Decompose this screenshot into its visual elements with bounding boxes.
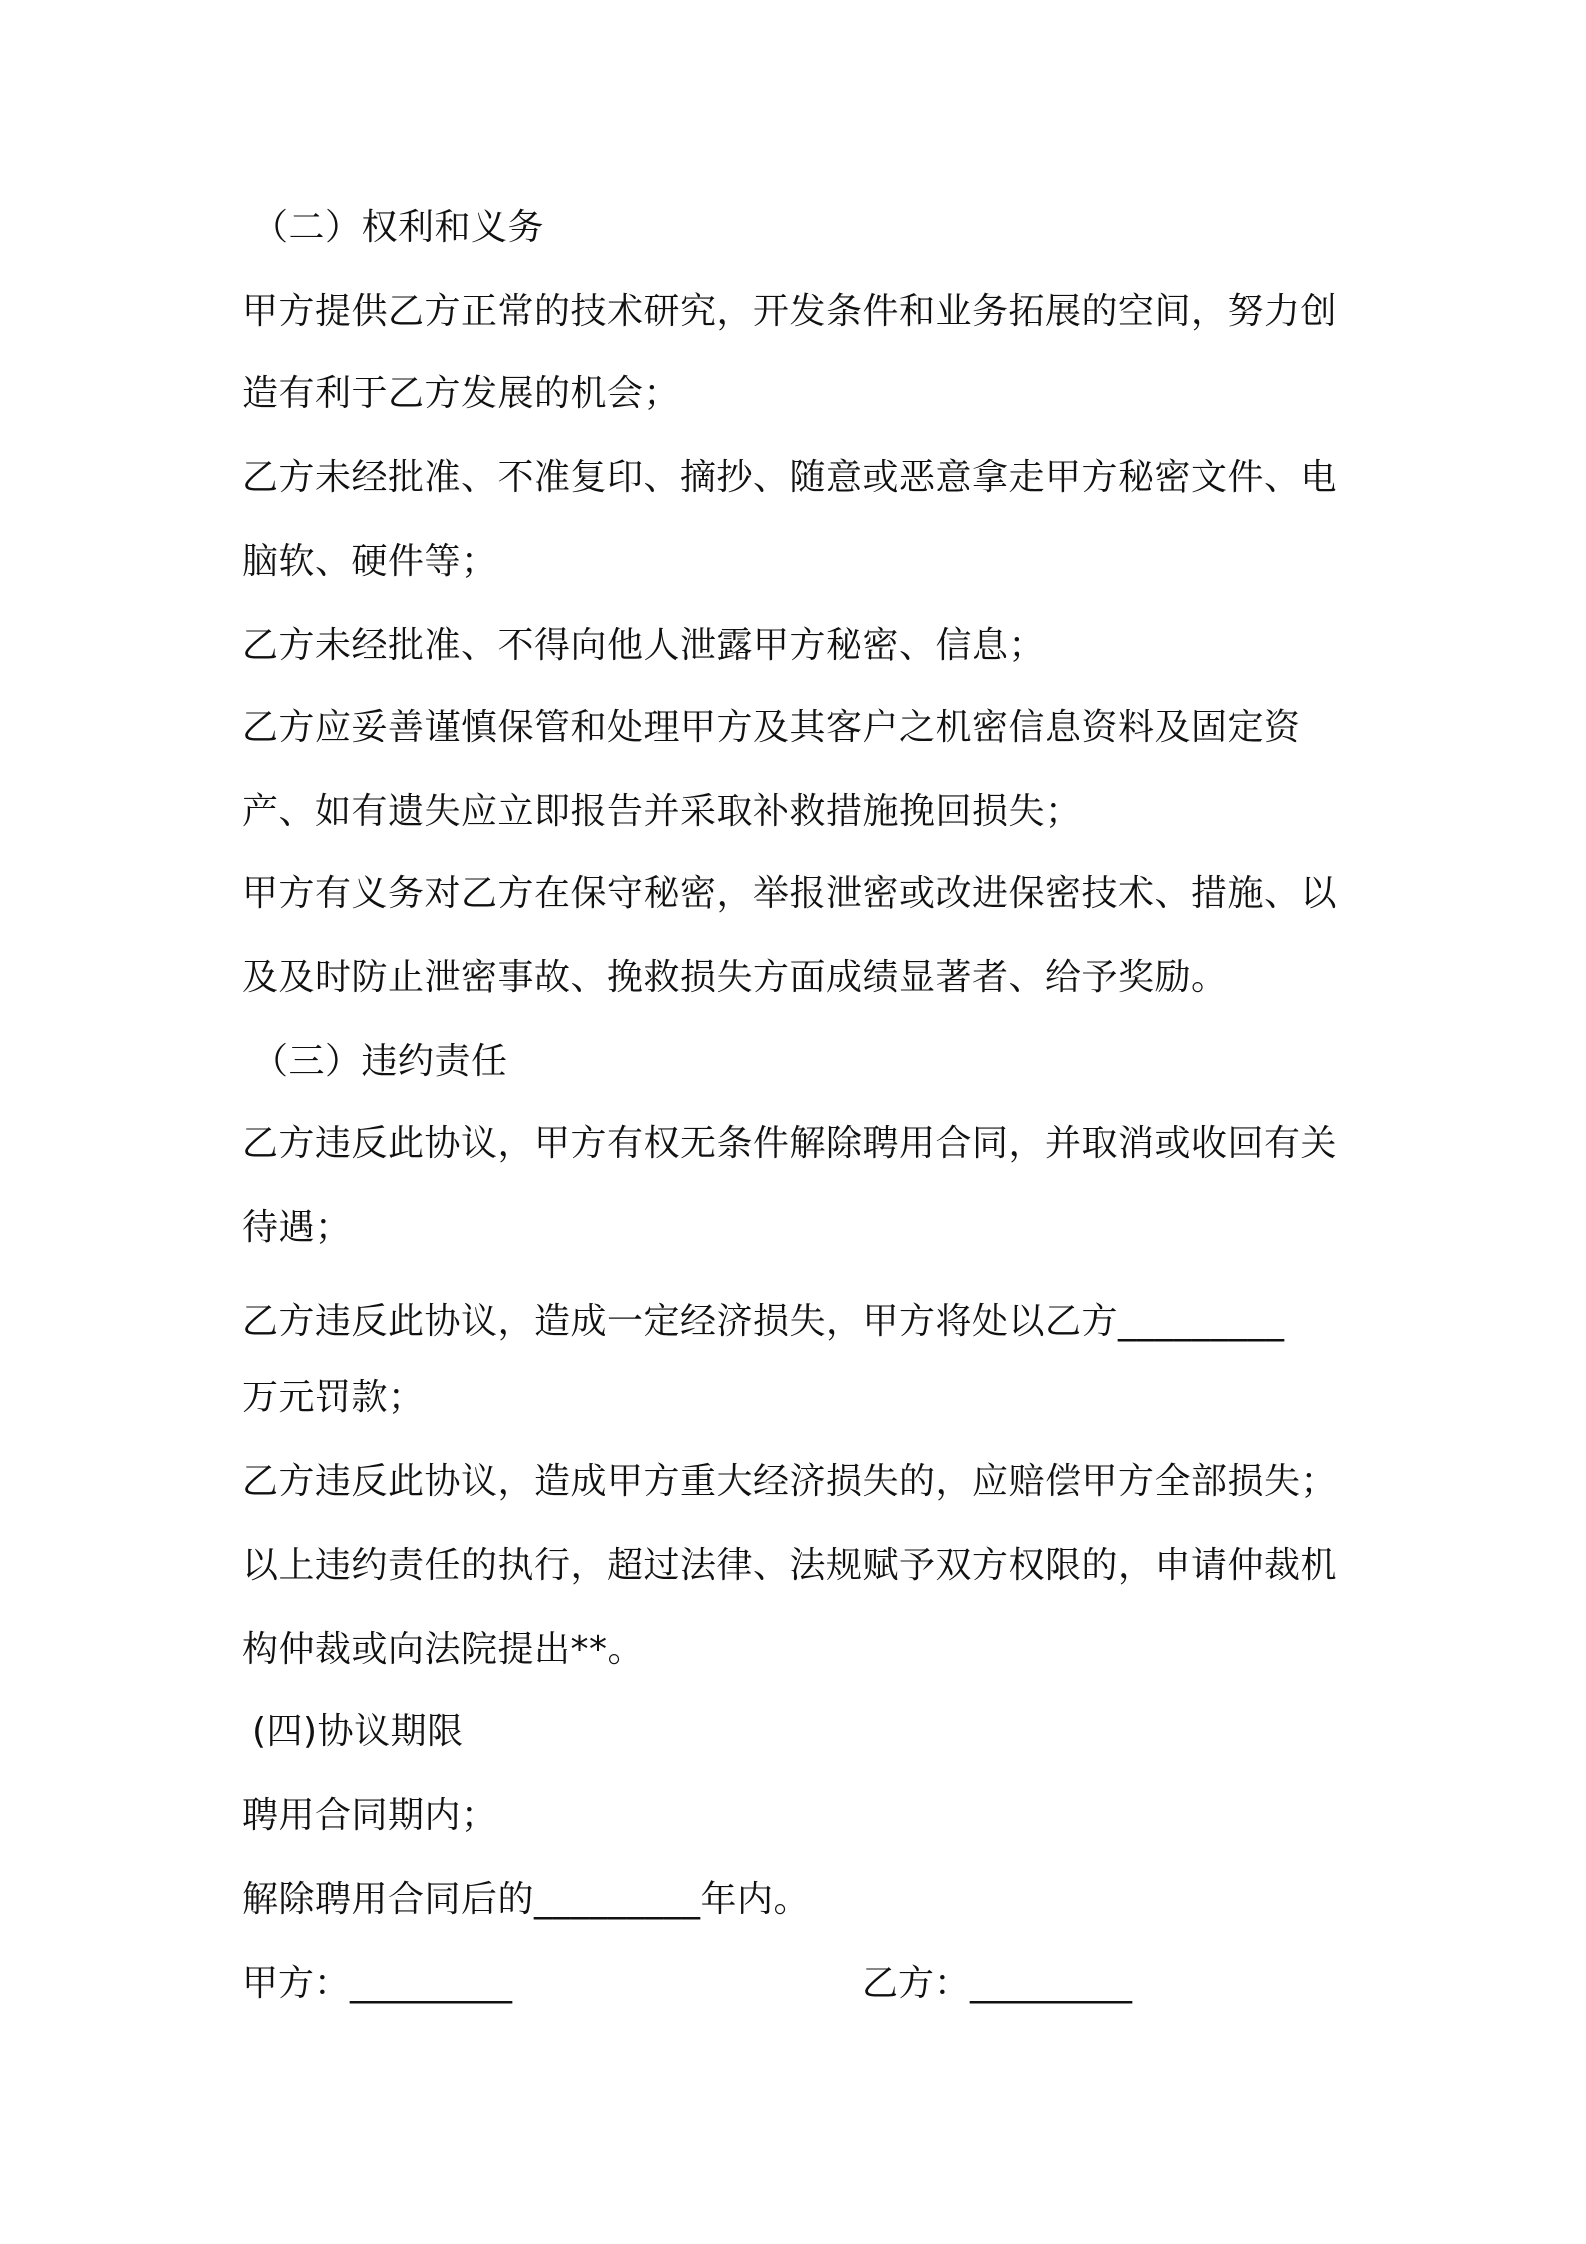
- section-2-heading: （二）权利和义务: [252, 207, 545, 248]
- section-2-line-6: 乙方应妥善谨慎保管和处理甲方及其客户之机密信息资料及固定资: [242, 707, 1301, 748]
- section-3-line-5: 乙方违反此协议，造成甲方重大经济损失的，应赔偿甲方全部损失；: [242, 1461, 1338, 1502]
- section-2-line-5: 乙方未经批准、不得向他人泄露甲方秘密、信息；: [242, 625, 1046, 666]
- section-3-line-3: 乙方违反此协议，造成一定经济损失，甲方将处以乙方_________: [242, 1301, 1285, 1342]
- section-3-line-4: 万元罚款；: [242, 1377, 425, 1418]
- section-2-line-3: 乙方未经批准、不准复印、摘抄、随意或恶意拿走甲方秘密文件、电: [242, 457, 1338, 498]
- section-2-line-9: 及及时防止泄密事故、挽救损失方面成绩显著者、给予奖励。: [242, 957, 1228, 998]
- section-4-heading: (四)协议期限: [252, 1711, 464, 1752]
- section-2-line-7: 产、如有遗失应立即报告并采取补救措施挽回损失；: [242, 791, 1082, 832]
- signature-party-a: 甲方：_________: [242, 1963, 513, 2004]
- signature-party-b: 乙方：_________: [862, 1963, 1133, 2004]
- section-3-line-7: 构仲裁或向法院提出**。: [242, 1629, 645, 1670]
- section-2-line-2: 造有利于乙方发展的机会；: [242, 373, 681, 414]
- section-4-line-2: 解除聘用合同后的_________年内。: [242, 1879, 811, 1920]
- section-3-line-2: 待遇；: [242, 1207, 352, 1248]
- section-2-line-1: 甲方提供乙方正常的技术研究，开发条件和业务拓展的空间，努力创: [242, 291, 1338, 332]
- section-2-line-8: 甲方有义务对乙方在保守秘密，举报泄密或改进保密技术、措施、以: [242, 873, 1338, 914]
- section-3-line-1: 乙方违反此协议，甲方有权无条件解除聘用合同，并取消或收回有关: [242, 1123, 1338, 1164]
- section-3-line-6: 以上违约责任的执行，超过法律、法规赋予双方权限的，申请仲裁机: [242, 1545, 1338, 1586]
- section-2-line-4: 脑软、硬件等；: [242, 541, 498, 582]
- section-3-heading: （三）违约责任: [252, 1041, 508, 1082]
- section-4-line-1: 聘用合同期内；: [242, 1795, 498, 1836]
